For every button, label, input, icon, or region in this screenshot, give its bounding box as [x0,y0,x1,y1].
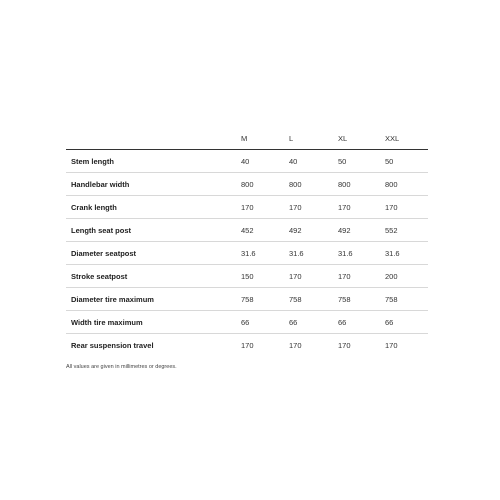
table-row [66,150,428,173]
row-label: Width tire maximum [66,311,236,334]
header-size-xl: XL [333,128,380,150]
table-row [66,311,428,334]
value-cell: 758 [333,288,380,311]
value-cell: 170 [241,340,254,350]
value-cell: 800 [333,173,380,196]
value-cell: 170 [236,196,284,219]
value-cell: 66 [333,311,380,334]
value-cell: 170 [289,340,302,350]
value-cell: 31.6 [380,242,428,265]
row-label: Diameter tire maximum [66,288,236,311]
table-header-row [66,128,428,150]
value-cell: 200 [380,265,428,288]
value-cell: 552 [380,219,428,242]
table-row [66,265,428,288]
header-size-m: M [236,128,284,150]
value-cell: 800 [380,173,428,196]
row-label: Diameter seatpost [66,242,236,265]
table-body [66,150,428,357]
value-cell: 758 [284,288,333,311]
value-cell: 758 [236,288,284,311]
value-cell: 170 [284,196,333,219]
value-cell: 150 [236,265,284,288]
value-cell: 170 [380,196,428,219]
value-cell: 31.6 [284,242,333,265]
value-cell: 492 [333,219,380,242]
value-cell: 800 [236,173,284,196]
row-label: Stem length [66,150,236,173]
row-label: Crank length [66,196,236,219]
value-cell: 800 [284,173,333,196]
header-size-xxl: XXL [380,128,428,150]
row-label: Stroke seatpost [66,265,236,288]
value-cell: 170 [385,340,398,350]
header-label-cell [66,128,236,150]
value-cell: 758 [380,288,428,311]
value-cell: 40 [236,150,284,173]
geometry-table-container [66,128,428,356]
table-row [66,196,428,219]
value-cell: 66 [284,311,333,334]
value-cell: 50 [380,150,428,173]
value-cell: 170 [333,265,380,288]
value-cell: 66 [380,311,428,334]
value-cell: 31.6 [236,242,284,265]
value-cell: 50 [333,150,380,173]
geometry-table [66,128,428,356]
value-cell: 66 [236,311,284,334]
value-cell: 452 [236,219,284,242]
value-cell: 31.6 [333,242,380,265]
value-cell: 170 [338,340,351,350]
value-cell: 170 [284,265,333,288]
footnote: All values are given in millimetres or degrees. [66,364,177,370]
row-label: Rear suspension travel [71,340,154,350]
value-cell: 492 [284,219,333,242]
header-size-l: L [284,128,333,150]
value-cell: 170 [333,196,380,219]
value-cell: 40 [284,150,333,173]
table-row [66,334,428,357]
table-row [66,219,428,242]
row-label: Length seat post [66,219,236,242]
table-row [66,288,428,311]
table-row [66,173,428,196]
table-row [66,242,428,265]
row-label: Handlebar width [66,173,236,196]
